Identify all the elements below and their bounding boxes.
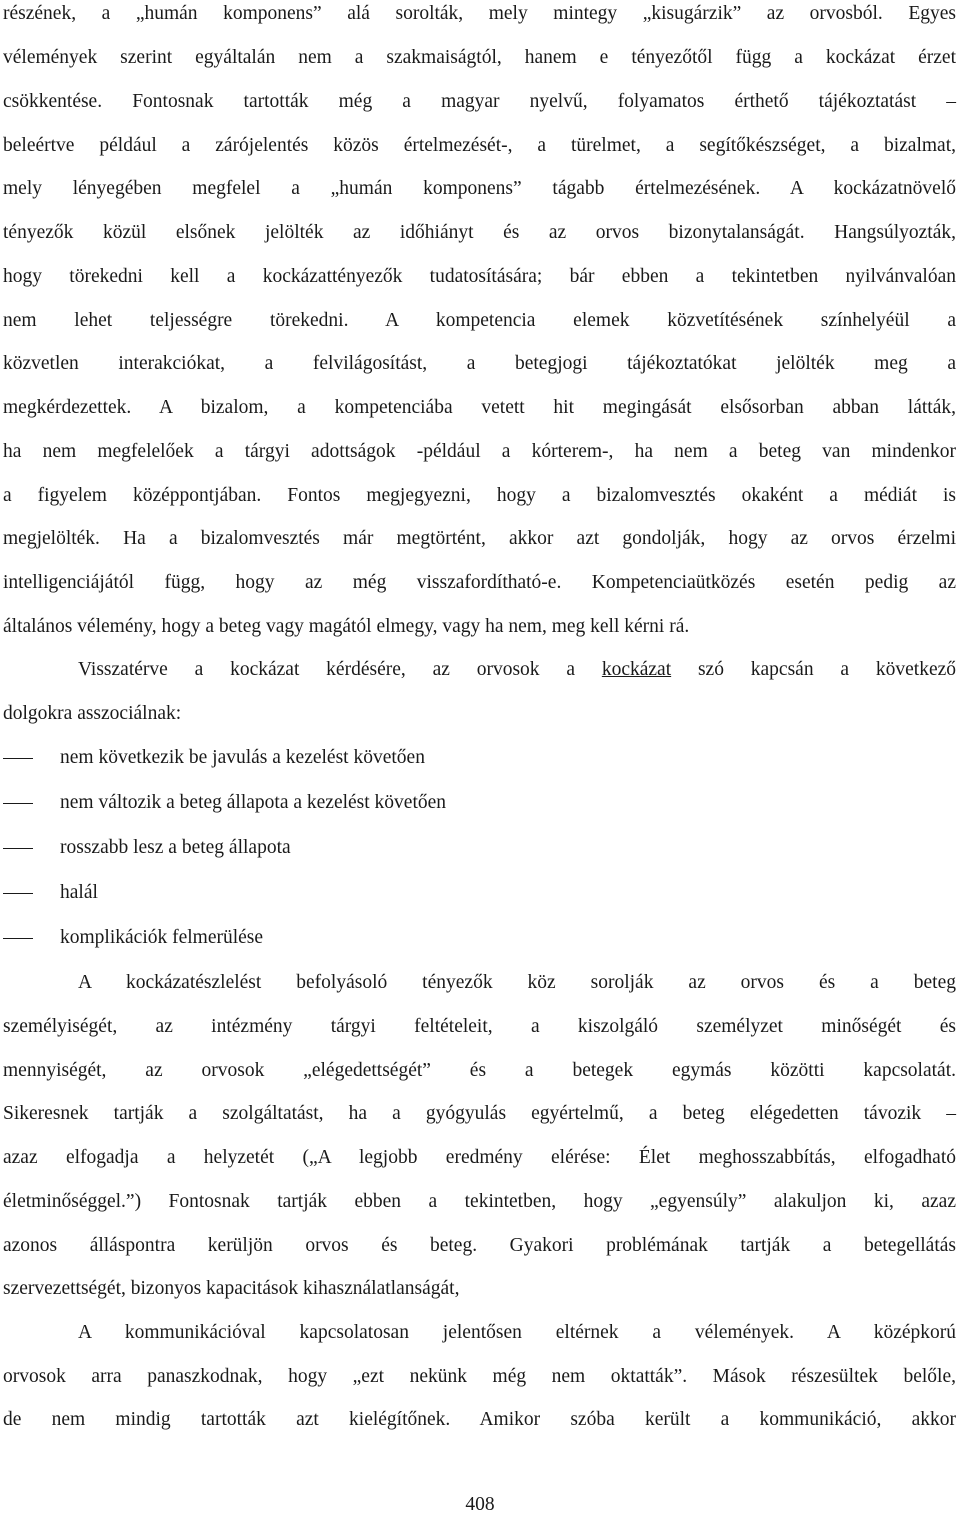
- paragraph-line: A kommunikációval kapcsolatosan jelentősen eltérnek a vélemények. A középkorú: [78, 1322, 956, 1343]
- paragraph-line: megkérdezettek. A bizalom, a kompetenciába vetett hit megingását elsősorban abban látták,: [3, 397, 956, 418]
- paragraph-line: A kockázatészlelést befolyásoló tényezők köz sorolják az orvos és a beteg: [78, 972, 956, 993]
- paragraph-line: személyiségét, az intézmény tárgyi feltételeit, a kiszolgáló személyzet minőségét és: [3, 1016, 956, 1037]
- text-segment: Visszatérve a kockázat kérdésére, az orvosok a: [78, 659, 576, 680]
- list-item-text: halál: [60, 882, 98, 903]
- list-item-text: nem változik a beteg állapota a kezelést követően: [60, 792, 447, 813]
- list-item-text: komplikációk felmerülése: [60, 927, 264, 948]
- list-item-text: nem következik be javulás a kezelést követően: [60, 747, 425, 768]
- list-item-text: rosszabb lesz a beteg állapota: [60, 837, 291, 858]
- dash-bullet-icon: [3, 758, 33, 759]
- paragraph-line: vélemények szerint egyáltalán nem a szakmaiságtól, hanem e tényezőtől függ a kockázat érzet: [3, 47, 956, 68]
- paragraph-line: Sikeresnek tartják a szolgáltatást, ha a gyógyulás egyértelmű, a beteg elégedetten távozik –: [3, 1103, 956, 1124]
- page-number: 408: [465, 1494, 495, 1515]
- paragraph-line: intelligenciájától függ, hogy az még visszafordítható-e. Kompetenciaütközés esetén pedig az: [3, 572, 956, 593]
- paragraph-line: [78, 658, 956, 682]
- paragraph-line: mely lényegében megfelel a „humán komponens” tágabb értelmezésének. A kockázatnövelő: [3, 178, 956, 199]
- paragraph-line: általános vélemény, hogy a beteg vagy magától elmegy, vagy ha nem, meg kell kérni rá.: [3, 616, 690, 637]
- paragraph-line: tényezők közül elsőnek jelölték az időhiányt és az orvos bizonytalanságát. Hangsúlyozták,: [3, 222, 956, 243]
- text-segment: szó kapcsán a következő: [697, 659, 957, 680]
- dash-bullet-icon: [3, 938, 33, 939]
- paragraph-line: csökkentése. Fontosnak tartották még a magyar nyelvű, folyamatos érthető tájékoztatást –: [3, 91, 956, 112]
- paragraph-line: hogy törekedni kell a kockázattényezők tudatosítására; bár ebben a tekintetben nyilvánvalóan: [3, 266, 956, 287]
- dash-bullet-icon: [3, 848, 33, 849]
- paragraph-line: a figyelem középpontjában. Fontos megjegyezni, hogy a bizalomvesztés okaként a médiát is: [3, 485, 956, 506]
- paragraph-line: részének, a „humán komponens” alá sorolták, mely mintegy „kisugárzik” az orvosból. Egyes: [3, 3, 956, 24]
- paragraph-line: dolgokra asszociálnak:: [3, 703, 182, 724]
- dash-bullet-icon: [3, 803, 33, 804]
- paragraph-line: megjelölték. Ha a bizalomvesztés már megtörtént, akkor azt gondolják, hogy az orvos érzelmi: [3, 528, 956, 549]
- paragraph-line: nem lehet teljességre törekedni. A kompetencia elemek közvetítésének színhelyéül a: [3, 310, 956, 331]
- dash-bullet-icon: [3, 893, 33, 894]
- paragraph-line: közvetlen interakciókat, a felvilágosítást, a betegjogi tájékoztatókat jelölték meg a: [3, 353, 956, 374]
- paragraph-line: beleértve például a zárójelentés közös értelmezését-, a türelmet, a segítőkészséget, a bizalmat,: [3, 135, 956, 156]
- paragraph-line: szervezettségét, bizonyos kapacitások kihasználatlanságát,: [3, 1278, 460, 1299]
- paragraph-line: mennyiségét, az orvosok „elégedettségét” és a betegek egymás közötti kapcsolatát.: [3, 1060, 956, 1081]
- paragraph-line: azaz elfogadja a helyzetét („A legjobb eredmény elérése: Élet meghosszabbítás, elfogadható: [3, 1147, 956, 1168]
- paragraph-line: ha nem megfelelőek a tárgyi adottságok -például a kórterem-, ha nem a beteg van mindenkor: [3, 441, 956, 462]
- paragraph-line: de nem mindig tartották azt kielégítőnek. Amikor szóba került a kommunikáció, akkor: [3, 1409, 956, 1430]
- paragraph-line: orvosok arra panaszkodnak, hogy „ezt nekünk még nem oktatták”. Mások részesültek belőle,: [3, 1366, 956, 1387]
- paragraph-line: azonos álláspontra kerüljön orvos és beteg. Gyakori problémának tartják a betegellátás: [3, 1235, 956, 1256]
- paragraph-line: életminőséggel.”) Fontosnak tartják ebben a tekintetben, hogy „egyensúly” alakuljon ki, azaz: [3, 1191, 956, 1212]
- underlined-term: kockázat: [601, 659, 672, 680]
